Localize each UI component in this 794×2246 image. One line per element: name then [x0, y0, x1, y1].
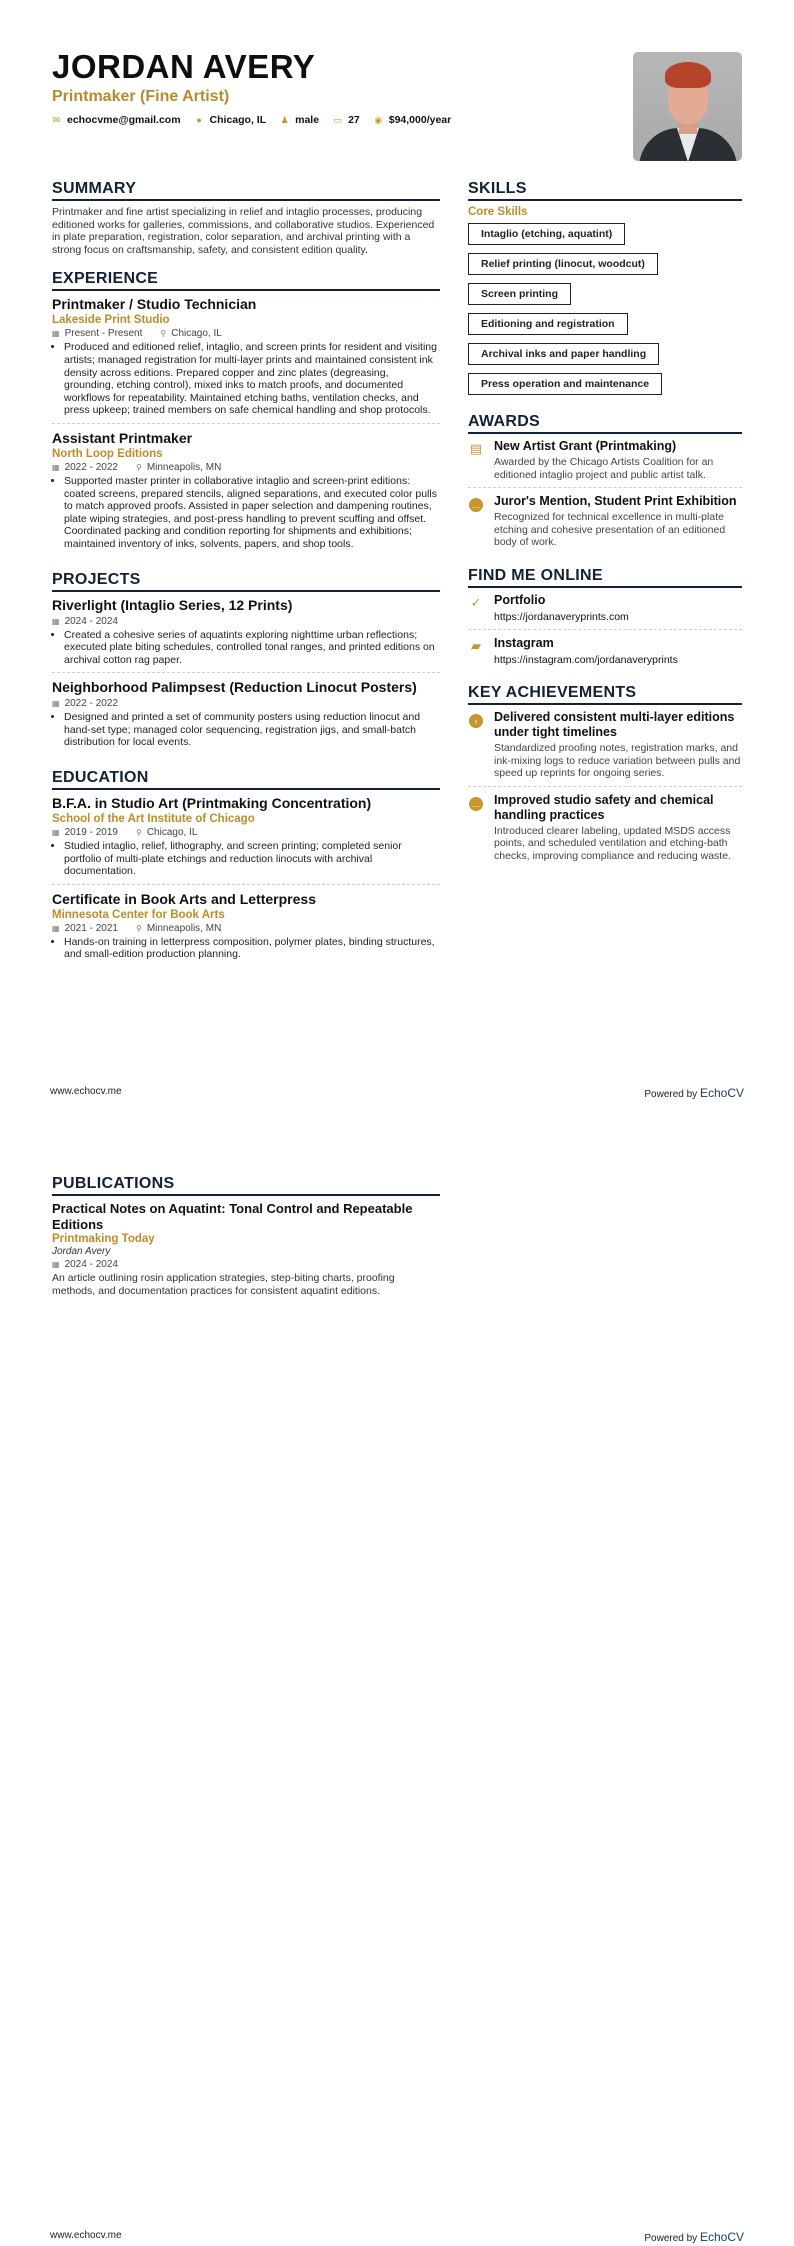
online-label: Instagram: [494, 635, 554, 650]
skills-section: [468, 180, 742, 403]
job-dates: 2022 - 2022: [64, 461, 118, 473]
publication-item: [52, 1201, 440, 1303]
skills-subtitle: Core Skills: [468, 206, 528, 218]
contact-email[interactable]: [52, 114, 181, 126]
section-title-summary: SUMMARY: [52, 180, 440, 201]
footer-brand[interactable]: EchoCV: [699, 1086, 744, 1100]
institution: Minnesota Center for Book Arts: [52, 908, 225, 921]
online-section: [468, 567, 742, 672]
location-pin-icon: ⚲: [160, 329, 167, 339]
left-column: [52, 180, 440, 973]
project-item: [52, 679, 440, 755]
age-text: 27: [348, 114, 360, 126]
checkmark-icon: ✓: [470, 594, 482, 610]
job-bullet: • Supported master printer in collaborative intaglio and screen-print editions: coated screens, prepared stencils, aligned separations, and executed color pulls to match approved proofs. Assisted in paper selection and dampening routines, plate wiping strategies, and post-press handling to prevent scuffing and offset. Coordinated packing and condition reporting for shipments and exhibitions; maintained inventory of inks, solvents, papers, and shop tools.: [64, 475, 440, 551]
project-title: Riverlight (Intaglio Series, 12 Prints): [52, 596, 293, 613]
education-bullet: • Hands-on training in letterpress composition, polymer plates, binding structures, and small-edition production planning.: [64, 936, 440, 961]
education-section: [52, 769, 440, 967]
skill-chip: Screen printing: [468, 283, 571, 305]
job-bullet: • Produced and editioned relief, intaglio, and screen prints for resident and visiting artists; managed registration for multi-layer prints and maintained consistent ink density across editions. Prepared copper and zinc plates (degreasing, grounding, etching control), mixed inks to match proofs, and documented workflows for repeatability. Maintained etching baths, ventilation checks, and press upkeep; trained members on safe chemical handling and shop protocols.: [64, 341, 440, 417]
location-pin-icon: ●: [196, 115, 202, 125]
award-title: Juror's Mention, Student Print Exhibition: [494, 494, 737, 509]
skill-chip: Archival inks and paper handling: [468, 343, 659, 365]
candidate-role: Printmaker (Fine Artist): [52, 88, 230, 105]
candidate-name: JORDAN AVERY: [52, 48, 316, 85]
employer: North Loop Editions: [52, 447, 163, 460]
project-bullet: • Designed and printed a set of community posters using reduction linocut and hand-set type; managed color sequencing, registration jigs, and small-batch distribution for local events.: [64, 711, 440, 749]
calendar-icon: ▭: [333, 114, 342, 125]
achievement-title: Delivered consistent multi-layer editions under tight timelines: [494, 709, 735, 739]
section-title-projects: PROJECTS: [52, 571, 440, 592]
publication-desc: An article outlining rosin application strategies, step-biting charts, proofing methods, and documentation practices for consistent aquatint editions.: [52, 1272, 395, 1297]
calendar-icon: ▦: [52, 828, 60, 838]
degree-title: Certificate in Book Arts and Letterpress: [52, 890, 316, 907]
contact-row: [52, 114, 612, 126]
job-meta: [52, 328, 440, 339]
section-title-awards: AWARDS: [468, 413, 742, 434]
employer: Lakeside Print Studio: [52, 314, 170, 327]
location-pin-icon: ⚲: [135, 828, 142, 838]
online-item[interactable]: [468, 636, 742, 672]
job-title: Assistant Printmaker: [52, 429, 193, 446]
contact-salary: [374, 114, 451, 126]
footer-powered-text: Powered by: [644, 2233, 698, 2244]
education-meta: [52, 827, 440, 838]
education-item: [52, 795, 440, 885]
award-item: [468, 494, 742, 555]
project-item: [52, 597, 440, 674]
education-bullet: • Studied intaglio, relief, lithography, and screen printing; completed senior portfolio of multi-plate etchings and reduction linocuts with archival documentation.: [64, 840, 440, 878]
institution: School of the Art Institute of Chicago: [52, 813, 255, 826]
page-footer: [50, 2230, 744, 2244]
job-meta: [52, 462, 440, 473]
portfolio-link[interactable]: https://jordanaveryprints.com: [494, 610, 629, 623]
arrow-circle-icon: ‹: [468, 712, 484, 780]
publisher: Printmaking Today: [52, 1233, 155, 1245]
award-title: New Artist Grant (Printmaking): [494, 439, 677, 453]
resume-page-2: [0, 1123, 794, 2246]
profile-photo: [633, 52, 742, 161]
calendar-icon: ▦: [52, 1260, 60, 1269]
calendar-icon: ▦: [52, 616, 60, 626]
online-label: Portfolio: [494, 592, 546, 607]
skill-chip: Press operation and maintenance: [468, 373, 662, 395]
education-location: Chicago, IL: [146, 827, 198, 839]
job-dates: Present - Present: [64, 328, 143, 340]
summary-text: Printmaker and fine artist specializing in relief and intaglio processes, producing editioned works for galleries, commissions, and collaborative studios. Experienced in plate preparation, registration, color separation, and archival printing with a strong focus on craftsmanship, safety, and consistent edition quality.: [52, 206, 435, 256]
education-meta: [52, 923, 440, 934]
section-title-achievements: KEY ACHIEVEMENTS: [468, 684, 742, 705]
achievement-item: [468, 710, 742, 787]
publication-author: Jordan Avery: [52, 1246, 111, 1257]
project-dates: 2024 - 2024: [64, 615, 118, 627]
job-location: Chicago, IL: [171, 328, 222, 340]
project-meta: [52, 698, 440, 709]
footer-brand[interactable]: EchoCV: [699, 2230, 744, 2244]
section-title-education: EDUCATION: [52, 769, 440, 790]
email-text: echocvme@gmail.com: [67, 114, 181, 126]
education-item: [52, 891, 440, 967]
left-column: [52, 1175, 440, 1309]
project-dates: 2022 - 2022: [64, 698, 118, 710]
footer-powered-text: Powered by: [644, 1089, 698, 1100]
education-location: Minneapolis, MN: [146, 922, 222, 934]
location-pin-icon: ⚲: [135, 923, 142, 933]
contact-gender: [280, 114, 319, 126]
award-desc: Awarded by the Chicago Artists Coalition for an editioned intaglio project and public artist talk.: [494, 456, 714, 481]
projects-section: [52, 571, 440, 756]
skill-chip: Relief printing (linocut, woodcut): [468, 253, 658, 275]
gender-text: male: [295, 114, 320, 126]
summary-section: [52, 180, 440, 256]
achievement-item: [468, 793, 742, 869]
page-footer: [50, 1086, 744, 1100]
experience-section: [52, 270, 440, 556]
project-meta: [52, 616, 440, 627]
achievement-desc: Introduced clearer labeling, updated MSDS access points, and scheduled ventilation and etching-bath checks, improving compliance and reducing waste.: [494, 824, 731, 862]
publications-section: [52, 1175, 440, 1303]
contact-age: [333, 114, 360, 126]
calendar-icon: ▦: [52, 462, 60, 472]
publication-title: Practical Notes on Aquatint: Tonal Control and Repeatable Editions: [52, 1201, 413, 1232]
skill-chip: Intaglio (etching, aquatint): [468, 223, 625, 245]
footer-powered: [644, 1086, 744, 1100]
online-item[interactable]: [468, 593, 742, 630]
project-bullet: • Created a cohesive series of aquatints exploring nighttime urban reflections; executed plate biting schedules, controlled tonal ranges, and printed editions on archival cotton rag paper.: [64, 629, 440, 667]
chat-bubble-icon: …: [468, 795, 484, 863]
award-desc: Recognized for technical excellence in multi-plate etching and cohesive presentation of an editioned body of work.: [494, 511, 726, 549]
degree-title: B.F.A. in Studio Art (Printmaking Concentration): [52, 795, 372, 812]
section-title-skills: SKILLS: [468, 180, 742, 201]
calendar-icon: ▦: [52, 699, 60, 709]
chat-icon: ▰: [471, 637, 481, 653]
education-dates: 2021 - 2021: [64, 922, 118, 934]
achievement-desc: Standardized proofing notes, registration marks, and ink-mixing logs to reduce variation between pulls and speed up reprints for ongoing series.: [494, 741, 741, 780]
location-pin-icon: ⚲: [135, 462, 142, 472]
person-icon: ♟: [280, 114, 289, 125]
achievements-section: [468, 684, 742, 869]
right-column: [468, 180, 742, 875]
calendar-icon: ▦: [52, 329, 60, 339]
section-title-publications: PUBLICATIONS: [52, 1175, 440, 1196]
chat-bubble-icon: …: [468, 496, 484, 549]
calendar-icon: ▦: [52, 923, 60, 933]
skill-chip: Editioning and registration: [468, 313, 628, 335]
award-item: [468, 439, 742, 488]
job-title: Printmaker / Studio Technician: [52, 296, 257, 313]
section-title-online: FIND ME ONLINE: [468, 567, 742, 588]
experience-item: [52, 296, 440, 424]
education-dates: 2019 - 2019: [64, 827, 118, 839]
publication-dates: 2024 - 2024: [64, 1259, 118, 1270]
footer-powered: [644, 2230, 744, 2244]
section-title-experience: EXPERIENCE: [52, 270, 440, 291]
publication-meta: [52, 1259, 440, 1270]
footer-site[interactable]: www.echocv.me: [50, 1086, 122, 1097]
envelope-icon: ✉: [52, 114, 61, 125]
location-text: Chicago, IL: [209, 114, 267, 126]
experience-item: [52, 430, 440, 557]
calendar-award-icon: ▤: [469, 441, 483, 456]
footer-site[interactable]: www.echocv.me: [50, 2230, 122, 2241]
salary-text: $94,000/year: [388, 114, 452, 126]
coin-icon: ◉: [374, 114, 383, 125]
awards-section: [468, 413, 742, 555]
project-title: Neighborhood Palimpsest (Reduction Linocut Posters): [52, 679, 417, 696]
header: [52, 50, 612, 126]
contact-location: [195, 114, 267, 126]
job-location: Minneapolis, MN: [146, 461, 222, 473]
achievement-title: Improved studio safety and chemical handling practices: [494, 792, 714, 822]
instagram-link[interactable]: https://instagram.com/jordanaveryprints: [494, 653, 678, 666]
